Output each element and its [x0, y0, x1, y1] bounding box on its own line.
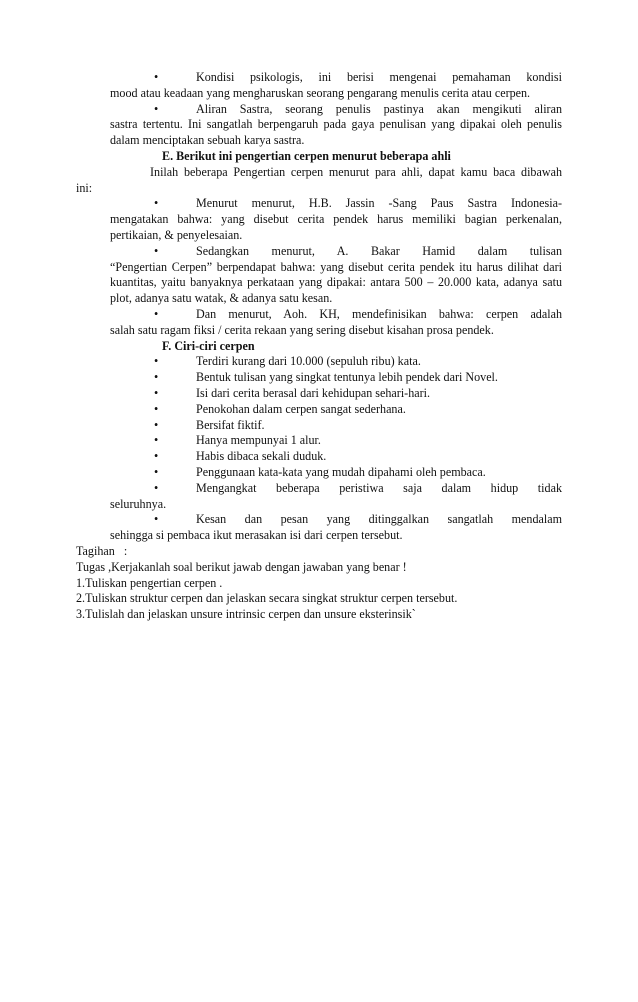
list-item: • Sedangkan menurut, A. Bakar Hamid dalam tulisan “Pengertian Cerpen” berpendapat bahwa: yang disebut cerita pendek itu harus dilihat dari kuantitas, yaitu banyaknya perkataan yang dipakai: antara 500 – 20.000 kata, adanya satu plot, adanya satu watak, & adanya satu kesan.: [110, 243, 562, 306]
bullet-icon: •: [154, 306, 159, 321]
list-item: • Habis dibaca sekali duduk.: [154, 449, 327, 464]
list-item: • Aliran Sastra, seorang penulis pastinya akan mengikuti aliran sastra tertentu. Ini sangatlah berpengaruh pada gaya penulisan yang dipakai oleh penulis dalam menciptakan sebuah karya sastra.: [110, 101, 562, 148]
list-item: • Bentuk tulisan yang singkat tentunya lebih pendek dari Novel.: [154, 370, 498, 385]
list-item: • Isi dari cerita berasal dari kehidupan sehari-hari.: [154, 385, 431, 400]
bullet-icon: •: [154, 354, 159, 369]
bullet-icon: •: [154, 449, 159, 464]
paragraph: Inilah beberapa Pengertian cerpen menurut para ahli, dapat kamu baca dibawah: [150, 164, 562, 179]
tagihan-label: Tagihan :: [76, 543, 128, 558]
bullet-icon: •: [154, 101, 159, 116]
bullet-icon: •: [154, 433, 159, 448]
list-item: • Dan menurut, Aoh. KH, mendefinisikan bahwa: cerpen adalah salah satu ragam fiksi / cerita rekaan yang sering disebut kisahan prosa pendek.: [110, 306, 562, 337]
bullet-icon: •: [154, 417, 159, 432]
section-heading: F. Ciri-ciri cerpen: [162, 338, 255, 353]
list-item: • Penokohan dalam cerpen sangat sederhana.: [154, 401, 406, 416]
question-item: 1.Tuliskan pengertian cerpen .: [76, 575, 223, 590]
list-item: • Kondisi psikologis, ini berisi mengenai pemahaman kondisi mood atau keadaan yang mengharuskan seorang pengarang menulis cerita atau cerpen.: [110, 70, 562, 100]
bullet-icon: •: [154, 401, 159, 416]
list-item: • Kesan dan pesan yang ditinggalkan sangatlah mendalam sehingga si pembaca ikut merasakan isi dari cerpen tersebut.: [110, 512, 562, 543]
bullet-icon: •: [154, 243, 159, 258]
bullet-icon: •: [154, 480, 159, 495]
task-instruction: Tugas ,Kerjakanlah soal berikut jawab dengan jawaban yang benar !: [76, 559, 407, 574]
bullet-icon: •: [154, 196, 159, 211]
list-item: • Menurut menurut, H.B. Jassin -Sang Paus Sastra Indonesia- mengatakan bahwa: yang disebut cerita pendek harus memiliki bagian perkenalan, pertikaian, & penyelesaian.: [110, 196, 562, 242]
question-item: 2.Tuliskan struktur cerpen dan jelaskan secara singkat struktur cerpen tersebut.: [76, 591, 458, 606]
question-item: 3.Tulislah dan jelaskan unsure intrinsic cerpen dan unsure eksterinsik`: [76, 607, 416, 622]
list-item: • Penggunaan kata-kata yang mudah dipahami oleh pembaca.: [154, 464, 486, 479]
document-body: [76, 70, 562, 623]
paragraph-continuation: ini:: [76, 180, 93, 195]
bullet-icon: •: [154, 385, 159, 400]
bullet-icon: •: [154, 464, 159, 479]
list-item: • Terdiri kurang dari 10.000 (sepuluh ribu) kata.: [154, 354, 421, 369]
bullet-icon: •: [154, 512, 159, 527]
section-heading: E. Berikut ini pengertian cerpen menurut beberapa ahli: [162, 148, 451, 163]
bullet-icon: •: [154, 70, 159, 84]
list-item: • Mengangkat beberapa peristiwa saja dalam hidup tidak seluruhnya.: [110, 480, 562, 511]
list-item: • Bersifat fiktif.: [154, 417, 265, 432]
list-item: • Hanya mempunyai 1 alur.: [154, 433, 321, 448]
bullet-icon: •: [154, 370, 159, 385]
